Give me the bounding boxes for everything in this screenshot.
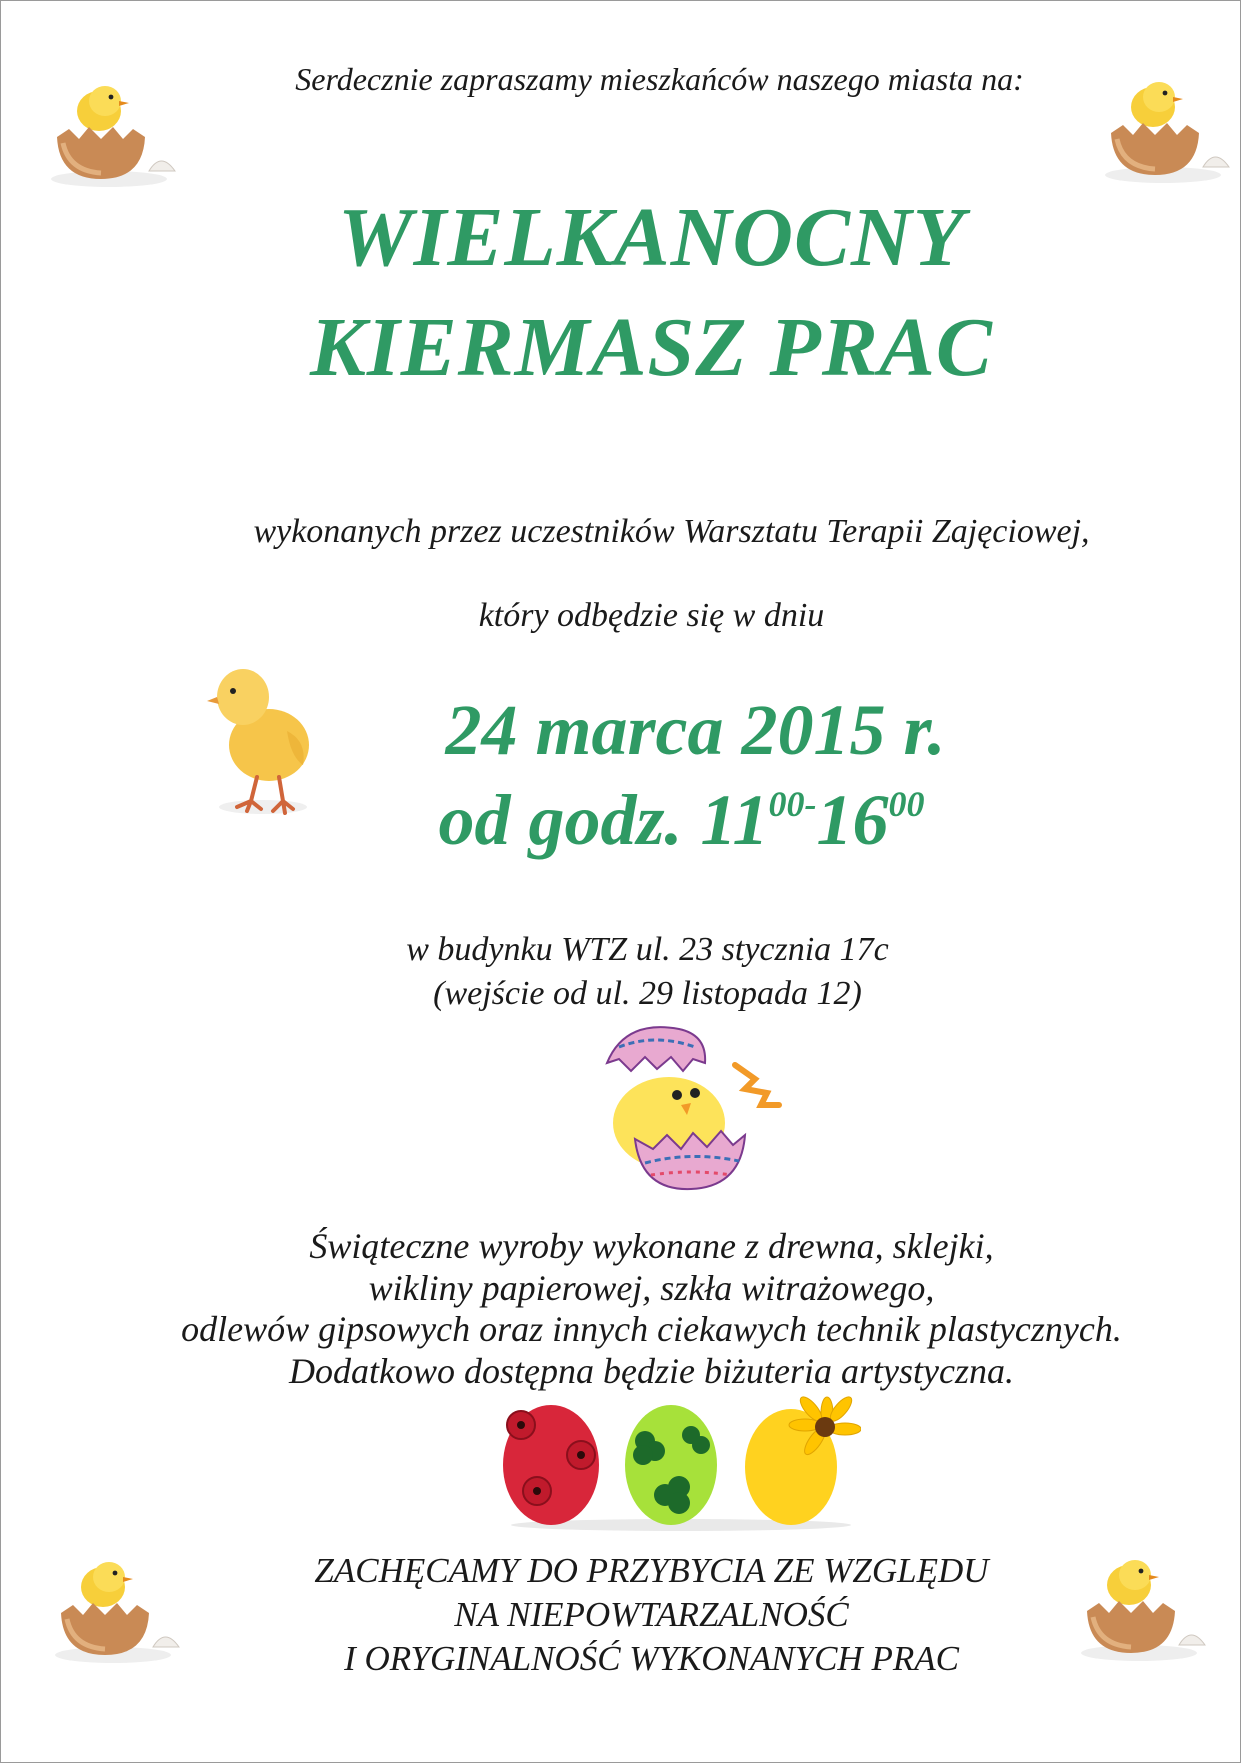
made-by-text: wykonanych przez uczestników Warsztatu Terapii Zajęciowej, (253, 513, 1090, 550)
title-line-1: WIELKANOCNY (337, 191, 966, 284)
time-prefix: od godz. (438, 780, 701, 860)
address-line-1: w budynku WTZ ul. 23 stycznia 17c (406, 931, 889, 968)
time-separator: - (804, 784, 817, 824)
end-minutes: 00 (888, 784, 925, 824)
event-date: 24 marca 2015 r. (445, 690, 946, 770)
decorated-easter-eggs-icon (495, 1395, 861, 1531)
which-text: który odbędzie się w dniu (478, 597, 825, 634)
description-line: Dodatkowo dostępna będzie biżuteria artystyczna. (289, 1351, 1014, 1391)
intro-text: Serdecznie zapraszamy mieszkańców naszego miasta na: (295, 61, 1024, 97)
title-line-2: KIERMASZ PRAC (310, 301, 993, 394)
description-line: wikliny papierowej, szkła witrażowego, (368, 1268, 935, 1308)
closing-line: I ORYGINALNOŚĆ WYKONANYCH PRAC (344, 1639, 959, 1678)
description-line: Świąteczne wyroby wykonane z drewna, sklejki, (309, 1226, 994, 1266)
closing-line: NA NIEPOWTARZALNOŚĆ (454, 1595, 849, 1634)
end-hour: 16 (816, 780, 889, 860)
start-hour: 11 (700, 780, 769, 860)
cartoon-chick-hatching-icon (595, 1023, 785, 1195)
start-minutes: 00 (768, 784, 805, 824)
description-line: odlewów gipsowych oraz innych ciekawych technik plastycznych. (181, 1309, 1122, 1349)
address-line-2: (wejście od ul. 29 listopada 12) (433, 975, 862, 1012)
closing-line: ZACHĘCAMY DO PRZYBYCIA ZE WZGLĘDU (314, 1551, 989, 1590)
event-time (61, 779, 1241, 862)
